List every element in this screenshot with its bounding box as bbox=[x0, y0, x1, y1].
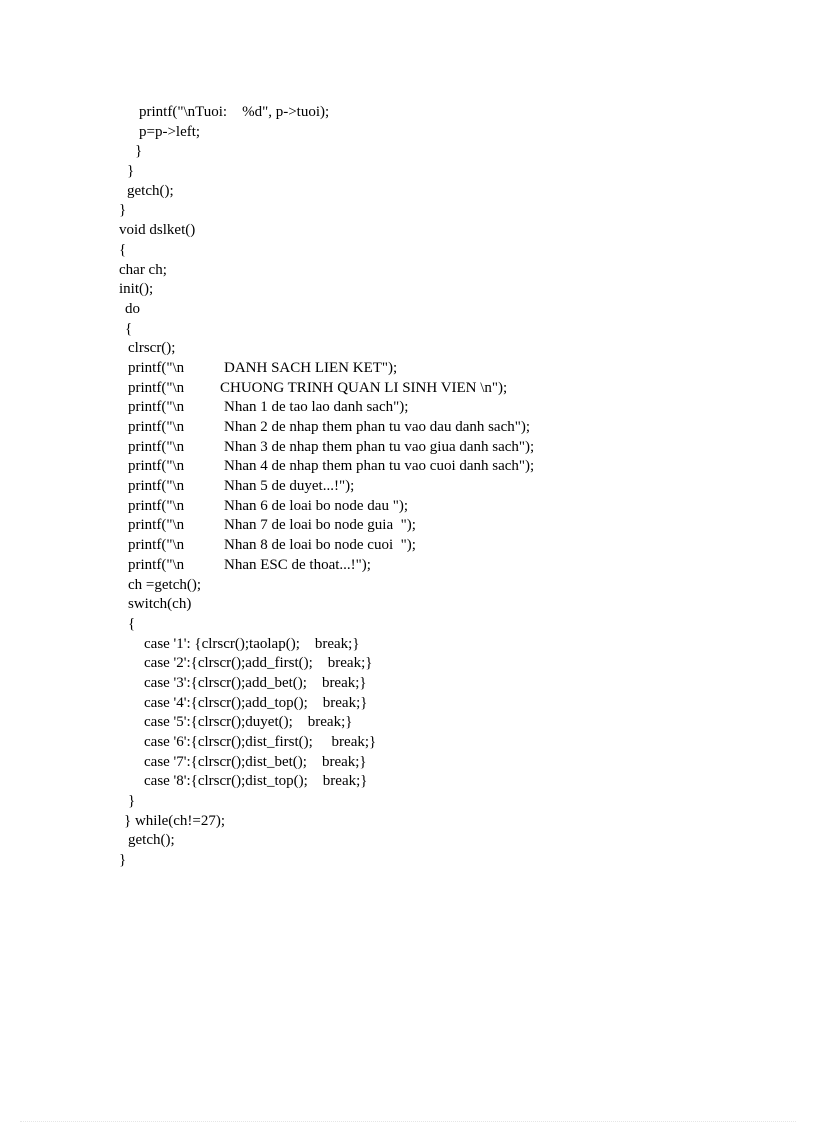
code-line bbox=[0, 201, 816, 221]
code-text: printf("\n bbox=[128, 419, 185, 435]
code-string: Nhan 5 de duyet...!"); bbox=[224, 478, 355, 495]
code-line bbox=[0, 595, 816, 615]
code-line bbox=[0, 753, 816, 773]
code-text: clrscr(); bbox=[128, 340, 176, 357]
code-text: { bbox=[119, 241, 127, 258]
code-text: printf("\nTuoi: %d", p->tuoi); bbox=[139, 104, 330, 120]
code-text: char ch; bbox=[119, 261, 167, 278]
code-text: case '1': {clrscr();taolap(); break;} bbox=[144, 635, 360, 652]
page-bottom-divider bbox=[20, 1121, 796, 1122]
code-text: ch =getch(); bbox=[128, 576, 202, 593]
code-text: case '7':{clrscr();dist_bet(); break;} bbox=[144, 753, 367, 770]
code-line bbox=[0, 359, 816, 379]
code-line bbox=[0, 576, 816, 596]
code-text: case '4':{clrscr();add_top(); break;} bbox=[144, 694, 368, 711]
code-text: printf("\n bbox=[128, 478, 185, 495]
code-line bbox=[0, 792, 816, 812]
code-line bbox=[0, 831, 816, 851]
code-string: DANH SACH LIEN KET"); bbox=[224, 359, 398, 376]
code-line bbox=[0, 241, 816, 261]
code-text: printf("\n bbox=[128, 556, 185, 573]
code-text: } bbox=[127, 163, 135, 180]
code-text: printf("\n bbox=[128, 458, 185, 475]
code-line bbox=[0, 733, 816, 753]
code-text: } bbox=[119, 202, 127, 219]
code-string: Nhan 7 de loai bo node guia "); bbox=[224, 517, 416, 534]
code-line bbox=[0, 142, 816, 162]
code-text: do bbox=[125, 300, 140, 317]
code-line bbox=[0, 694, 816, 714]
code-line bbox=[0, 398, 816, 418]
code-text: printf("\n bbox=[128, 497, 185, 514]
code-text: case '8':{clrscr();dist_top(); break;} bbox=[144, 773, 368, 790]
code-line bbox=[0, 556, 816, 576]
code-string: CHUONG TRINH QUAN LI SINH VIEN \n"); bbox=[220, 379, 508, 396]
code-text: void dslket() bbox=[119, 222, 196, 239]
code-string: Nhan 6 de loai bo node dau "); bbox=[224, 497, 408, 514]
code-text: init(); bbox=[119, 281, 154, 298]
code-line bbox=[0, 123, 816, 143]
code-line bbox=[0, 221, 816, 241]
code-line bbox=[0, 457, 816, 477]
code-line bbox=[0, 280, 816, 300]
code-text: p=p->left; bbox=[139, 123, 201, 140]
code-text: } bbox=[128, 793, 136, 810]
code-string: Nhan 1 de tao lao danh sach"); bbox=[224, 399, 409, 416]
code-line bbox=[0, 103, 816, 123]
code-text: } bbox=[119, 852, 127, 869]
code-text: { bbox=[125, 320, 133, 337]
code-text: printf("\n bbox=[128, 438, 185, 455]
code-text: case '6':{clrscr();dist_first(); break;} bbox=[144, 734, 377, 750]
code-text: { bbox=[128, 615, 136, 632]
code-listing bbox=[0, 103, 816, 871]
code-line bbox=[0, 261, 816, 281]
code-line bbox=[0, 674, 816, 694]
code-text: } bbox=[135, 143, 143, 160]
code-text: getch(); bbox=[128, 832, 175, 849]
code-string: Nhan 3 de nhap them phan tu vao giua danh sach"); bbox=[224, 438, 535, 455]
code-line bbox=[0, 713, 816, 733]
code-string: Nhan 4 de nhap them phan tu vao cuoi danh sach"); bbox=[224, 458, 535, 475]
code-line bbox=[0, 497, 816, 517]
code-string: Nhan 2 de nhap them phan tu vao dau danh sach"); bbox=[224, 419, 531, 435]
code-text: printf("\n bbox=[128, 537, 185, 554]
code-line bbox=[0, 162, 816, 182]
code-text: switch(ch) bbox=[128, 596, 192, 613]
code-line bbox=[0, 812, 816, 832]
code-text: printf("\n bbox=[128, 359, 185, 376]
code-line bbox=[0, 654, 816, 674]
code-line bbox=[0, 477, 816, 497]
code-string: Nhan ESC de thoat...!"); bbox=[224, 556, 371, 573]
code-line bbox=[0, 635, 816, 655]
code-line bbox=[0, 615, 816, 635]
code-string: Nhan 8 de loai bo node cuoi "); bbox=[224, 537, 416, 554]
code-line bbox=[0, 536, 816, 556]
code-line bbox=[0, 339, 816, 359]
code-text: } while(ch!=27); bbox=[124, 812, 226, 829]
code-text: getch(); bbox=[127, 182, 174, 199]
code-text: case '2':{clrscr();add_first(); break;} bbox=[144, 655, 373, 672]
code-text: printf("\n bbox=[128, 399, 185, 416]
code-line bbox=[0, 300, 816, 320]
code-text: printf("\n bbox=[128, 379, 185, 396]
code-text: printf("\n bbox=[128, 517, 185, 534]
code-line bbox=[0, 418, 816, 438]
code-line bbox=[0, 379, 816, 399]
code-text: case '5':{clrscr();duyet(); break;} bbox=[144, 714, 353, 731]
code-line bbox=[0, 438, 816, 458]
code-text: case '3':{clrscr();add_bet(); break;} bbox=[144, 674, 367, 691]
code-line bbox=[0, 182, 816, 202]
code-line bbox=[0, 851, 816, 871]
code-line bbox=[0, 320, 816, 340]
code-line bbox=[0, 772, 816, 792]
code-line bbox=[0, 516, 816, 536]
